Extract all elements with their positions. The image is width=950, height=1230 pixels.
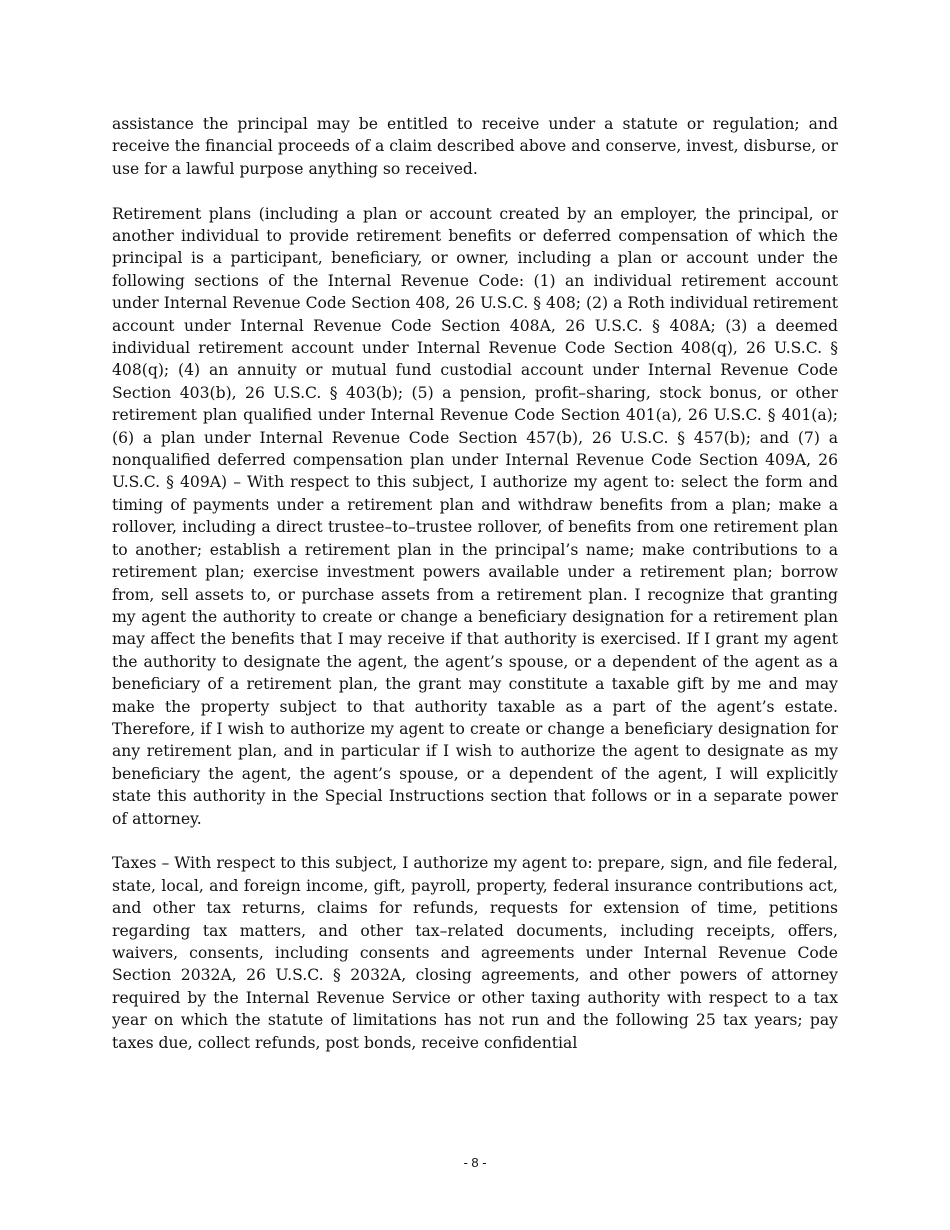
paragraph-taxes: Taxes – With respect to this subject, I authorize my agent to: prepare, sign, and file federal, state, local, and foreign income, gift, payroll, property, federal insurance contributions act, and other tax returns, claims for refunds, requests for extension of time, petitions regarding tax matters, and other tax–related documents, including receipts, offers, waivers, consents, including consents and agreements under Internal Revenue Code Section 2032A, 26 U.S.C. § 2032A, closing agreements, and other powers of attorney required by the Internal Revenue Service or other taxing authority with respect to a tax year on which the statute of limitations has not run and the following 25 tax years; pay taxes due, collect refunds, post bonds, receive confidential: [112, 854, 838, 1052]
paragraph-retirement-plans: Retirement plans (including a plan or account created by an employer, the principal, or another individual to provide retirement benefits or deferred compensation of which the principal is a participant, beneficiary, or owner, including a plan or account under the following sections of the Internal Revenue Code: (1) an individual retirement account under Internal Revenue Code Section 408, 26 U.S.C. § 408; (2) a Roth individual retirement account under Internal Revenue Code Section 408A, 26 U.S.C. § 408A; (3) a deemed individual retirement account under Internal Revenue Code Section 408(q), 26 U.S.C. § 408(q); (4) an annuity or mutual fund custodial account under Internal Revenue Code Section 403(b), 26 U.S.C. § 403(b); (5) a pension, profit–sharing, stock bonus, or other retirement plan qualified under Internal Revenue Code Section 401(a), 26 U.S.C. § 401(a); (6) a plan under Internal Revenue Code Section 457(b), 26 U.S.C. § 457(b); and (7) a nonqualified deferred compensation plan under Internal Revenue Code Section 409A, 26 U.S.C. § 409A) – With respect to this subject, I authorize my agent to: select the form and timing of payments under a retirement plan and withdraw benefits from a plan; make a rollover, including a direct trustee–to–trustee rollover, of benefits from one retirement plan to another; establish a retirement plan in the principal’s name; make contributions to a retirement plan; exercise investment powers available under a retirement plan; borrow from, sell assets to, or purchase assets from a retirement plan. I recognize that granting my agent the authority to create or change a beneficiary designation for a retirement plan may affect the benefits that I may receive if that authority is exercised. If I grant my agent the authority to designate the agent, the agent’s spouse, or a dependent of the agent as a beneficiary of a retirement plan, the grant may constitute a taxable gift by me and may make the property subject to that authority taxable as a part of the agent’s estate. Therefore, if I wish to authorize my agent to create or change a beneficiary designation for any retirement plan, and in particular if I wish to authorize the agent to designate as my beneficiary the agent, the agent’s spouse, or a dependent of the agent, I will explicitly state this authority in the Special Instructions section that follows or in a separate power of attorney.: [112, 204, 838, 828]
paragraph-assistance-continuation: assistance the principal may be entitled to receive under a statute or regulation; and receive the financial proceeds of a claim described above and conserve, invest, disburse, or use for a lawful purpose anything so received.: [112, 115, 838, 178]
document-body: [112, 113, 838, 1054]
page-number: - 8 -: [463, 1155, 487, 1170]
